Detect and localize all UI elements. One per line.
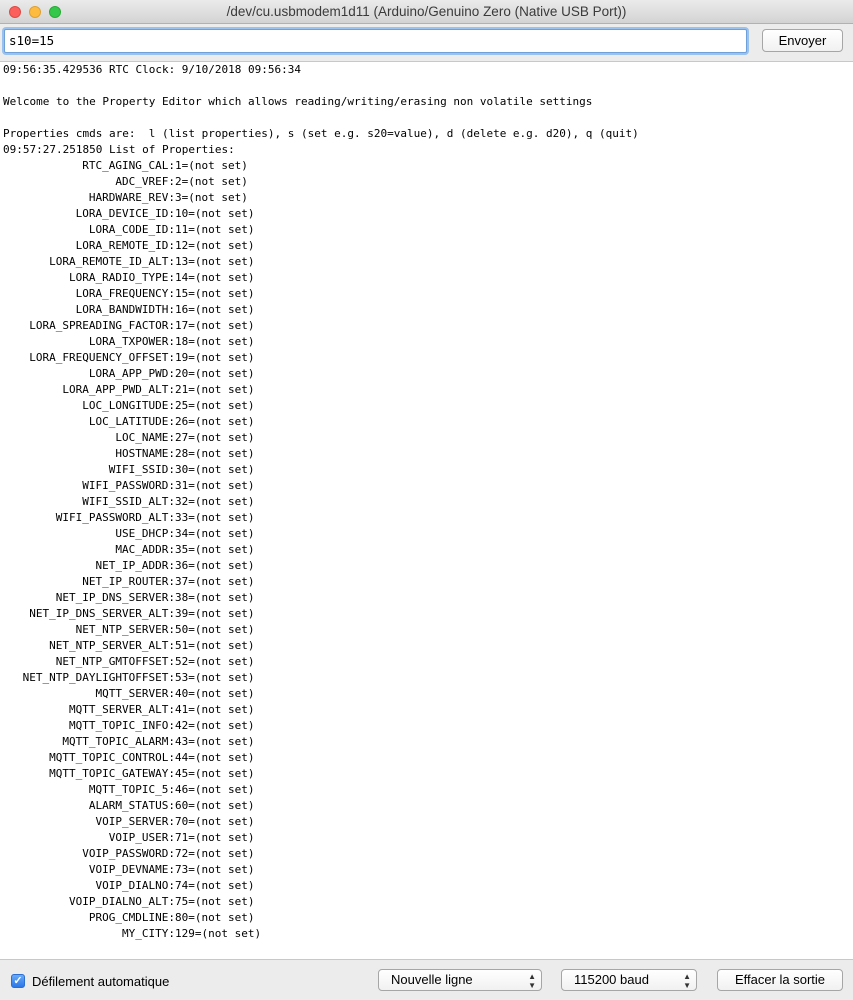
property-row: [0, 622, 853, 638]
property-row: [0, 446, 853, 462]
baud-rate-value: 115200 baud: [574, 972, 649, 987]
property-row: [0, 686, 853, 702]
property-row: [0, 702, 853, 718]
property-name: LOC_LATITUDE:: [88, 415, 175, 428]
property-name: LORA_CODE_ID:: [88, 223, 175, 236]
property-value: 27=(not set): [175, 431, 255, 444]
property-name: NET_NTP_DAYLIGHTOFFSET:: [22, 671, 175, 684]
send-bar: [0, 24, 853, 61]
property-name: WIFI_SSID_ALT:: [82, 495, 175, 508]
property-value: 60=(not set): [175, 799, 255, 812]
property-value: 21=(not set): [175, 383, 255, 396]
property-row: [0, 302, 853, 318]
property-value: 31=(not set): [175, 479, 255, 492]
property-value: 16=(not set): [175, 303, 255, 316]
property-row: [0, 782, 853, 798]
property-value: 45=(not set): [175, 767, 255, 780]
output-line: Welcome to the Property Editor which allows reading/writing/erasing non volatile settings: [3, 95, 593, 108]
property-name: WIFI_SSID:: [108, 463, 175, 476]
property-value: 71=(not set): [175, 831, 255, 844]
property-row: [0, 878, 853, 894]
property-value: 35=(not set): [175, 543, 255, 556]
property-value: 1=(not set): [175, 159, 248, 172]
property-value: 30=(not set): [175, 463, 255, 476]
property-row: [0, 158, 853, 174]
output-line: Properties cmds are: l (list properties), s (set e.g. s20=value), d (delete e.g. d20), q (quit): [3, 127, 639, 140]
property-name: MQTT_TOPIC_INFO:: [69, 719, 175, 732]
property-name: PROG_CMDLINE:: [88, 911, 175, 924]
property-value: 38=(not set): [175, 591, 255, 604]
checkmark-icon[interactable]: ✓: [11, 974, 25, 988]
property-row: [0, 638, 853, 654]
property-name: ADC_VREF:: [115, 175, 175, 188]
output-line: 09:56:35.429536 RTC Clock: 9/10/2018 09:56:34: [3, 63, 302, 76]
property-value: 129=(not set): [175, 927, 262, 940]
property-row: [0, 366, 853, 382]
property-name: LORA_RADIO_TYPE:: [69, 271, 175, 284]
property-value: 72=(not set): [175, 847, 255, 860]
send-button[interactable]: Envoyer: [762, 29, 843, 52]
property-row: [0, 462, 853, 478]
property-name: MQTT_TOPIC_5:: [88, 783, 175, 796]
title-bar: [0, 0, 853, 24]
property-value: 40=(not set): [175, 687, 255, 700]
property-row: [0, 670, 853, 686]
property-row: [0, 734, 853, 750]
property-name: VOIP_SERVER:: [95, 815, 175, 828]
property-value: 53=(not set): [175, 671, 255, 684]
property-row: [0, 398, 853, 414]
property-row: [0, 382, 853, 398]
select-arrows-icon: ▲ ▼: [683, 972, 691, 990]
property-value: 37=(not set): [175, 575, 255, 588]
property-row: [0, 206, 853, 222]
baud-rate-select[interactable]: [561, 969, 697, 991]
property-row: [0, 846, 853, 862]
property-name: NET_NTP_GMTOFFSET:: [55, 655, 175, 668]
property-list: [0, 158, 853, 942]
property-value: 74=(not set): [175, 879, 255, 892]
property-row: [0, 574, 853, 590]
property-row: [0, 270, 853, 286]
property-name: ALARM_STATUS:: [88, 799, 175, 812]
property-name: VOIP_USER:: [108, 831, 175, 844]
property-row: [0, 414, 853, 430]
property-row: [0, 814, 853, 830]
property-row: [0, 174, 853, 190]
property-value: 32=(not set): [175, 495, 255, 508]
property-row: [0, 862, 853, 878]
property-name: LORA_SPREADING_FACTOR:: [29, 319, 175, 332]
property-value: 11=(not set): [175, 223, 255, 236]
property-value: 18=(not set): [175, 335, 255, 348]
property-value: 36=(not set): [175, 559, 255, 572]
property-name: VOIP_DIALNO_ALT:: [69, 895, 175, 908]
property-name: LOC_NAME:: [115, 431, 175, 444]
property-value: 14=(not set): [175, 271, 255, 284]
property-value: 44=(not set): [175, 751, 255, 764]
property-row: [0, 718, 853, 734]
property-row: [0, 222, 853, 238]
serial-output[interactable]: [0, 61, 853, 960]
property-value: 25=(not set): [175, 399, 255, 412]
property-name: MQTT_SERVER_ALT:: [69, 703, 175, 716]
property-value: 19=(not set): [175, 351, 255, 364]
line-ending-value: Nouvelle ligne: [391, 972, 473, 987]
select-arrows-icon: ▲ ▼: [528, 972, 536, 990]
property-name: MQTT_TOPIC_GATEWAY:: [49, 767, 175, 780]
property-row: [0, 478, 853, 494]
property-name: LOC_LONGITUDE:: [82, 399, 175, 412]
property-row: [0, 526, 853, 542]
property-row: [0, 238, 853, 254]
property-name: LORA_DEVICE_ID:: [75, 207, 175, 220]
property-row: [0, 190, 853, 206]
autoscroll-toggle[interactable]: [11, 973, 169, 989]
property-name: LORA_TXPOWER:: [88, 335, 175, 348]
property-value: 73=(not set): [175, 863, 255, 876]
property-row: [0, 926, 853, 942]
property-name: NET_NTP_SERVER_ALT:: [49, 639, 175, 652]
property-name: NET_NTP_SERVER:: [75, 623, 175, 636]
property-value: 41=(not set): [175, 703, 255, 716]
window-title: /dev/cu.usbmodem1d11 (Arduino/Genuino Zero (Native USB Port)): [226, 4, 627, 19]
property-name: RTC_AGING_CAL:: [82, 159, 175, 172]
property-name: VOIP_DIALNO:: [95, 879, 175, 892]
property-value: 70=(not set): [175, 815, 255, 828]
property-value: 3=(not set): [175, 191, 248, 204]
property-row: [0, 606, 853, 622]
property-name: LORA_FREQUENCY:: [75, 287, 175, 300]
property-row: [0, 798, 853, 814]
property-name: MQTT_TOPIC_CONTROL:: [49, 751, 175, 764]
property-name: NET_IP_ROUTER:: [82, 575, 175, 588]
property-value: 10=(not set): [175, 207, 255, 220]
property-value: 15=(not set): [175, 287, 255, 300]
property-name: WIFI_PASSWORD_ALT:: [55, 511, 175, 524]
property-name: LORA_FREQUENCY_OFFSET:: [29, 351, 175, 364]
property-name: MQTT_SERVER:: [95, 687, 175, 700]
property-name: NET_IP_DNS_SERVER_ALT:: [29, 607, 175, 620]
property-row: [0, 318, 853, 334]
property-row: [0, 286, 853, 302]
property-name: NET_IP_DNS_SERVER:: [55, 591, 175, 604]
property-row: [0, 654, 853, 670]
property-row: [0, 750, 853, 766]
property-name: MQTT_TOPIC_ALARM:: [62, 735, 175, 748]
property-value: 2=(not set): [175, 175, 248, 188]
property-name: LORA_REMOTE_ID_ALT:: [49, 255, 175, 268]
property-row: [0, 830, 853, 846]
property-row: [0, 430, 853, 446]
property-value: 17=(not set): [175, 319, 255, 332]
property-value: 33=(not set): [175, 511, 255, 524]
property-value: 75=(not set): [175, 895, 255, 908]
property-value: 52=(not set): [175, 655, 255, 668]
property-value: 20=(not set): [175, 367, 255, 380]
status-bar: [0, 960, 853, 1000]
property-value: 26=(not set): [175, 415, 255, 428]
property-row: [0, 766, 853, 782]
property-value: 13=(not set): [175, 255, 255, 268]
property-row: [0, 254, 853, 270]
output-header: [0, 62, 853, 158]
line-ending-select[interactable]: [378, 969, 542, 991]
property-row: [0, 542, 853, 558]
property-name: LORA_BANDWIDTH:: [75, 303, 175, 316]
property-name: LORA_REMOTE_ID:: [75, 239, 175, 252]
property-name: WIFI_PASSWORD:: [82, 479, 175, 492]
property-name: LORA_APP_PWD_ALT:: [62, 383, 175, 396]
property-name: NET_IP_ADDR:: [95, 559, 175, 572]
property-value: 80=(not set): [175, 911, 255, 924]
property-name: VOIP_DEVNAME:: [88, 863, 175, 876]
property-row: [0, 558, 853, 574]
property-name: MAC_ADDR:: [115, 543, 175, 556]
property-value: 42=(not set): [175, 719, 255, 732]
output-line: [0, 110, 853, 126]
property-name: HOSTNAME:: [115, 447, 175, 460]
property-row: [0, 590, 853, 606]
property-row: [0, 350, 853, 366]
output-line: [0, 78, 853, 94]
property-value: 34=(not set): [175, 527, 255, 540]
property-row: [0, 910, 853, 926]
property-value: 50=(not set): [175, 623, 255, 636]
property-value: 28=(not set): [175, 447, 255, 460]
output-line: 09:57:27.251850 List of Properties:: [3, 143, 235, 156]
property-name: MY_CITY:: [122, 927, 175, 940]
property-name: USE_DHCP:: [115, 527, 175, 540]
property-row: [0, 510, 853, 526]
property-value: 51=(not set): [175, 639, 255, 652]
property-name: HARDWARE_REV:: [88, 191, 175, 204]
property-name: VOIP_PASSWORD:: [82, 847, 175, 860]
property-row: [0, 494, 853, 510]
clear-output-button[interactable]: Effacer la sortie: [717, 969, 843, 991]
property-name: LORA_APP_PWD:: [88, 367, 175, 380]
send-input[interactable]: s10=15: [4, 29, 747, 53]
autoscroll-label: Défilement automatique: [32, 973, 170, 989]
property-row: [0, 894, 853, 910]
property-value: 12=(not set): [175, 239, 255, 252]
property-row: [0, 334, 853, 350]
property-value: 46=(not set): [175, 783, 255, 796]
property-value: 43=(not set): [175, 735, 255, 748]
property-value: 39=(not set): [175, 607, 255, 620]
